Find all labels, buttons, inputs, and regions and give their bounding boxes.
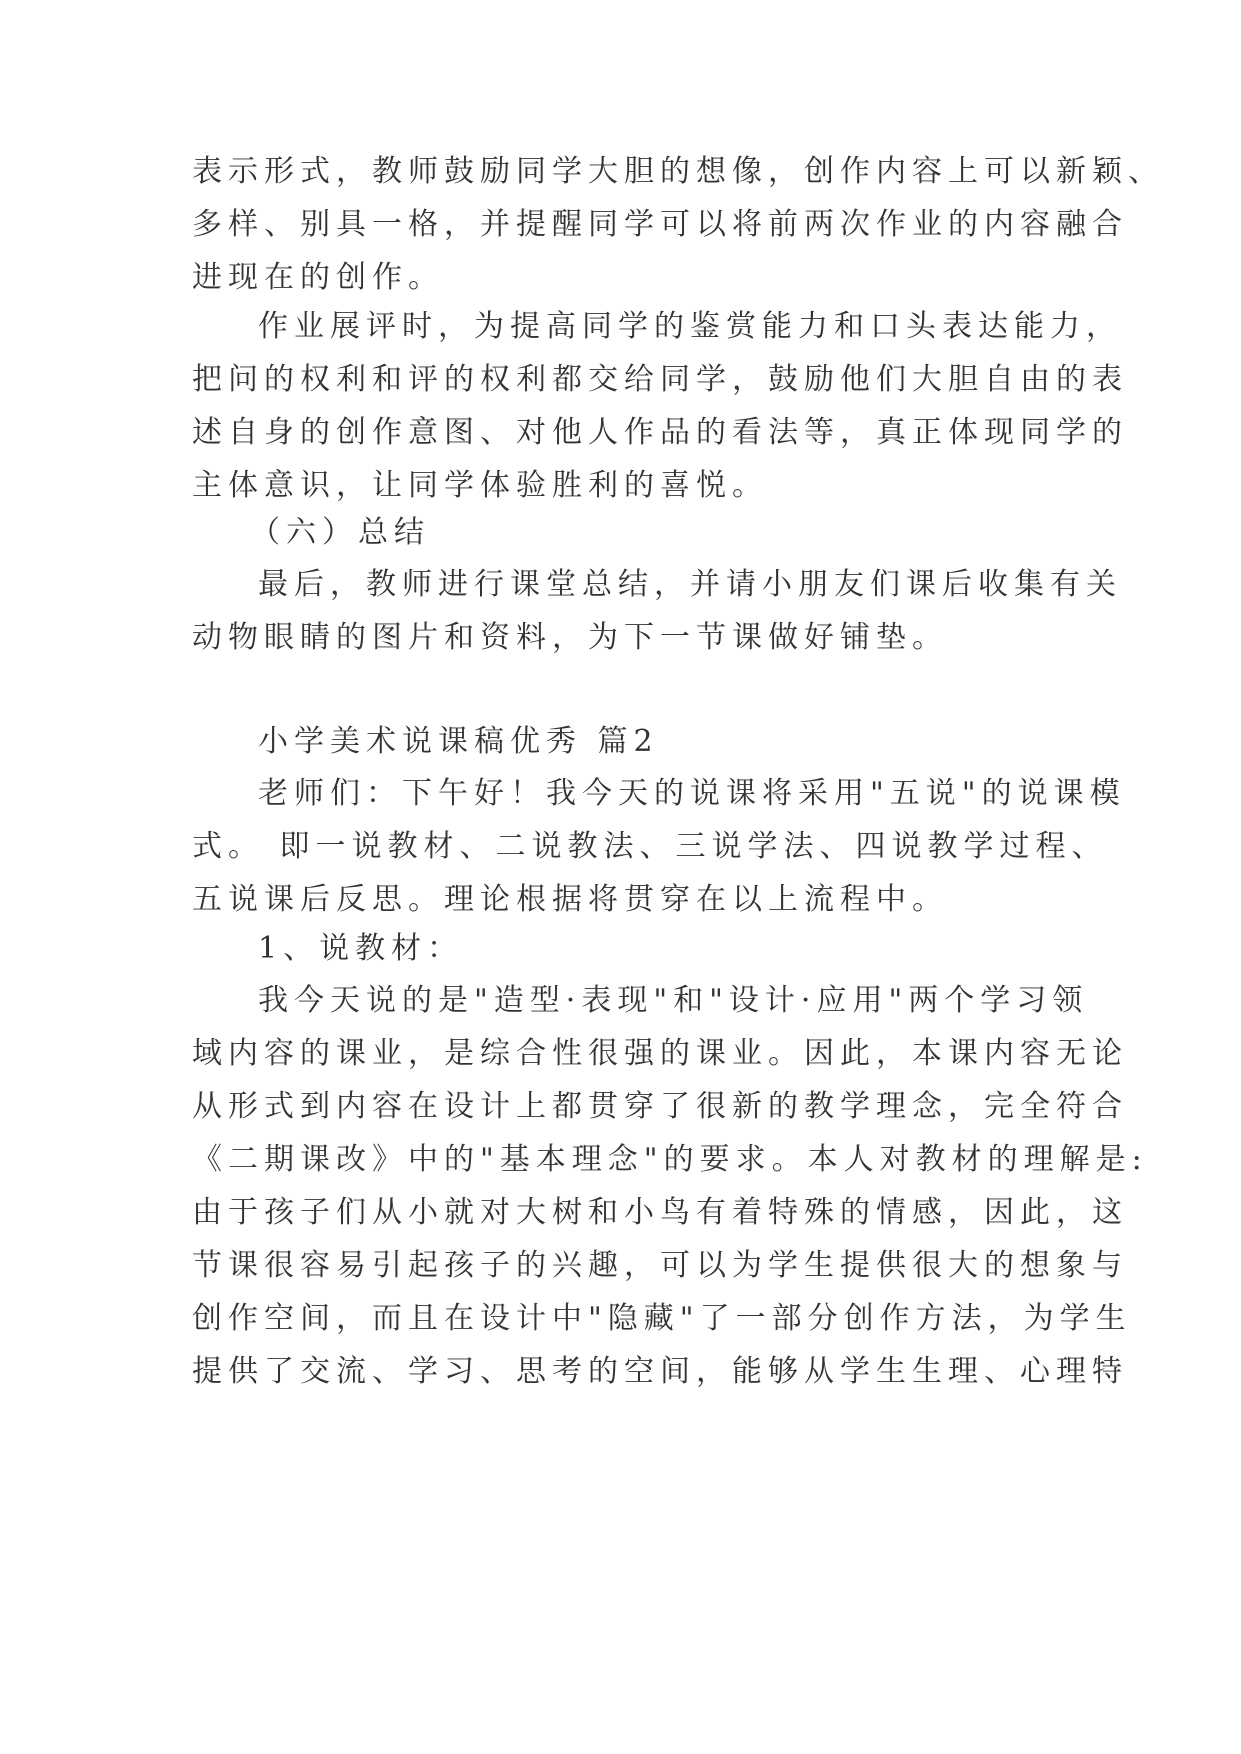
text-line: 多样、别具一格，并提醒同学可以将前两次作业的内容融合 [192,207,1128,242]
text-line: 我今天说的是"造型·表现"和"设计·应用"两个学习领 [258,983,1089,1018]
text-line: 《二期课改》中的"基本理念"的要求。本人对教材的理解是: [192,1142,1148,1177]
title-text: 小学美术说课稿优秀 篇2 [258,724,659,759]
text-line: 表示形式，教师鼓励同学大胆的想像，创作内容上可以新颖、 [192,154,1164,189]
text-line: 老师们：下午好！我今天的说课将采用"五说"的说课模 [258,776,1126,811]
section-heading-summary [192,506,1054,559]
text-line: 主体意识，让同学体验胜利的喜悦。 [192,468,768,503]
text-line: 进现在的创作。 [192,260,444,295]
text-line: 五说课后反思。理论根据将贯穿在以上流程中。 [192,882,948,917]
text-line: 由于孩子们从小就对大树和小鸟有着特殊的情感，因此，这 [192,1195,1128,1230]
section-heading-textbook [192,922,1054,975]
paragraph-evaluation [192,300,1128,512]
text-line: 作业展评时，为提高同学的鉴赏能力和口头表达能力， [258,309,1122,344]
text-line: 创作空间，而且在设计中"隐藏"了一部分创作方法，为学生 [192,1301,1132,1336]
heading-text: 1、说教材： [258,931,464,966]
text-line: 最后，教师进行课堂总结，并请小朋友们课后收集有关 [258,567,1122,602]
paragraph-summary [192,558,1122,664]
text-line: 节课很容易引起孩子的兴趣，可以为学生提供很大的想象与 [192,1248,1128,1283]
article-title [192,715,1054,768]
text-line: 把问的权利和评的权利都交给同学，鼓励他们大胆自由的表 [192,362,1128,397]
heading-text: （六）总结 [250,515,430,550]
text-line: 述自身的创作意图、对他人作品的看法等，真正体现同学的 [192,415,1128,450]
text-line: 动物眼睛的图片和资料，为下一节课做好铺垫。 [192,620,948,655]
paragraph-continued [192,145,1164,304]
text-line: 域内容的课业，是综合性很强的课业。因此，本课内容无论 [192,1036,1128,1071]
paragraph-textbook [192,974,1148,1398]
text-line: 提供了交流、学习、思考的空间，能够从学生生理、心理特 [192,1354,1128,1389]
text-line: 式。 即一说教材、二说教法、三说学法、四说教学过程、 [192,829,1108,864]
paragraph-intro [192,767,1126,926]
text-line: 从形式到内容在设计上都贯穿了很新的教学理念，完全符合 [192,1089,1128,1124]
